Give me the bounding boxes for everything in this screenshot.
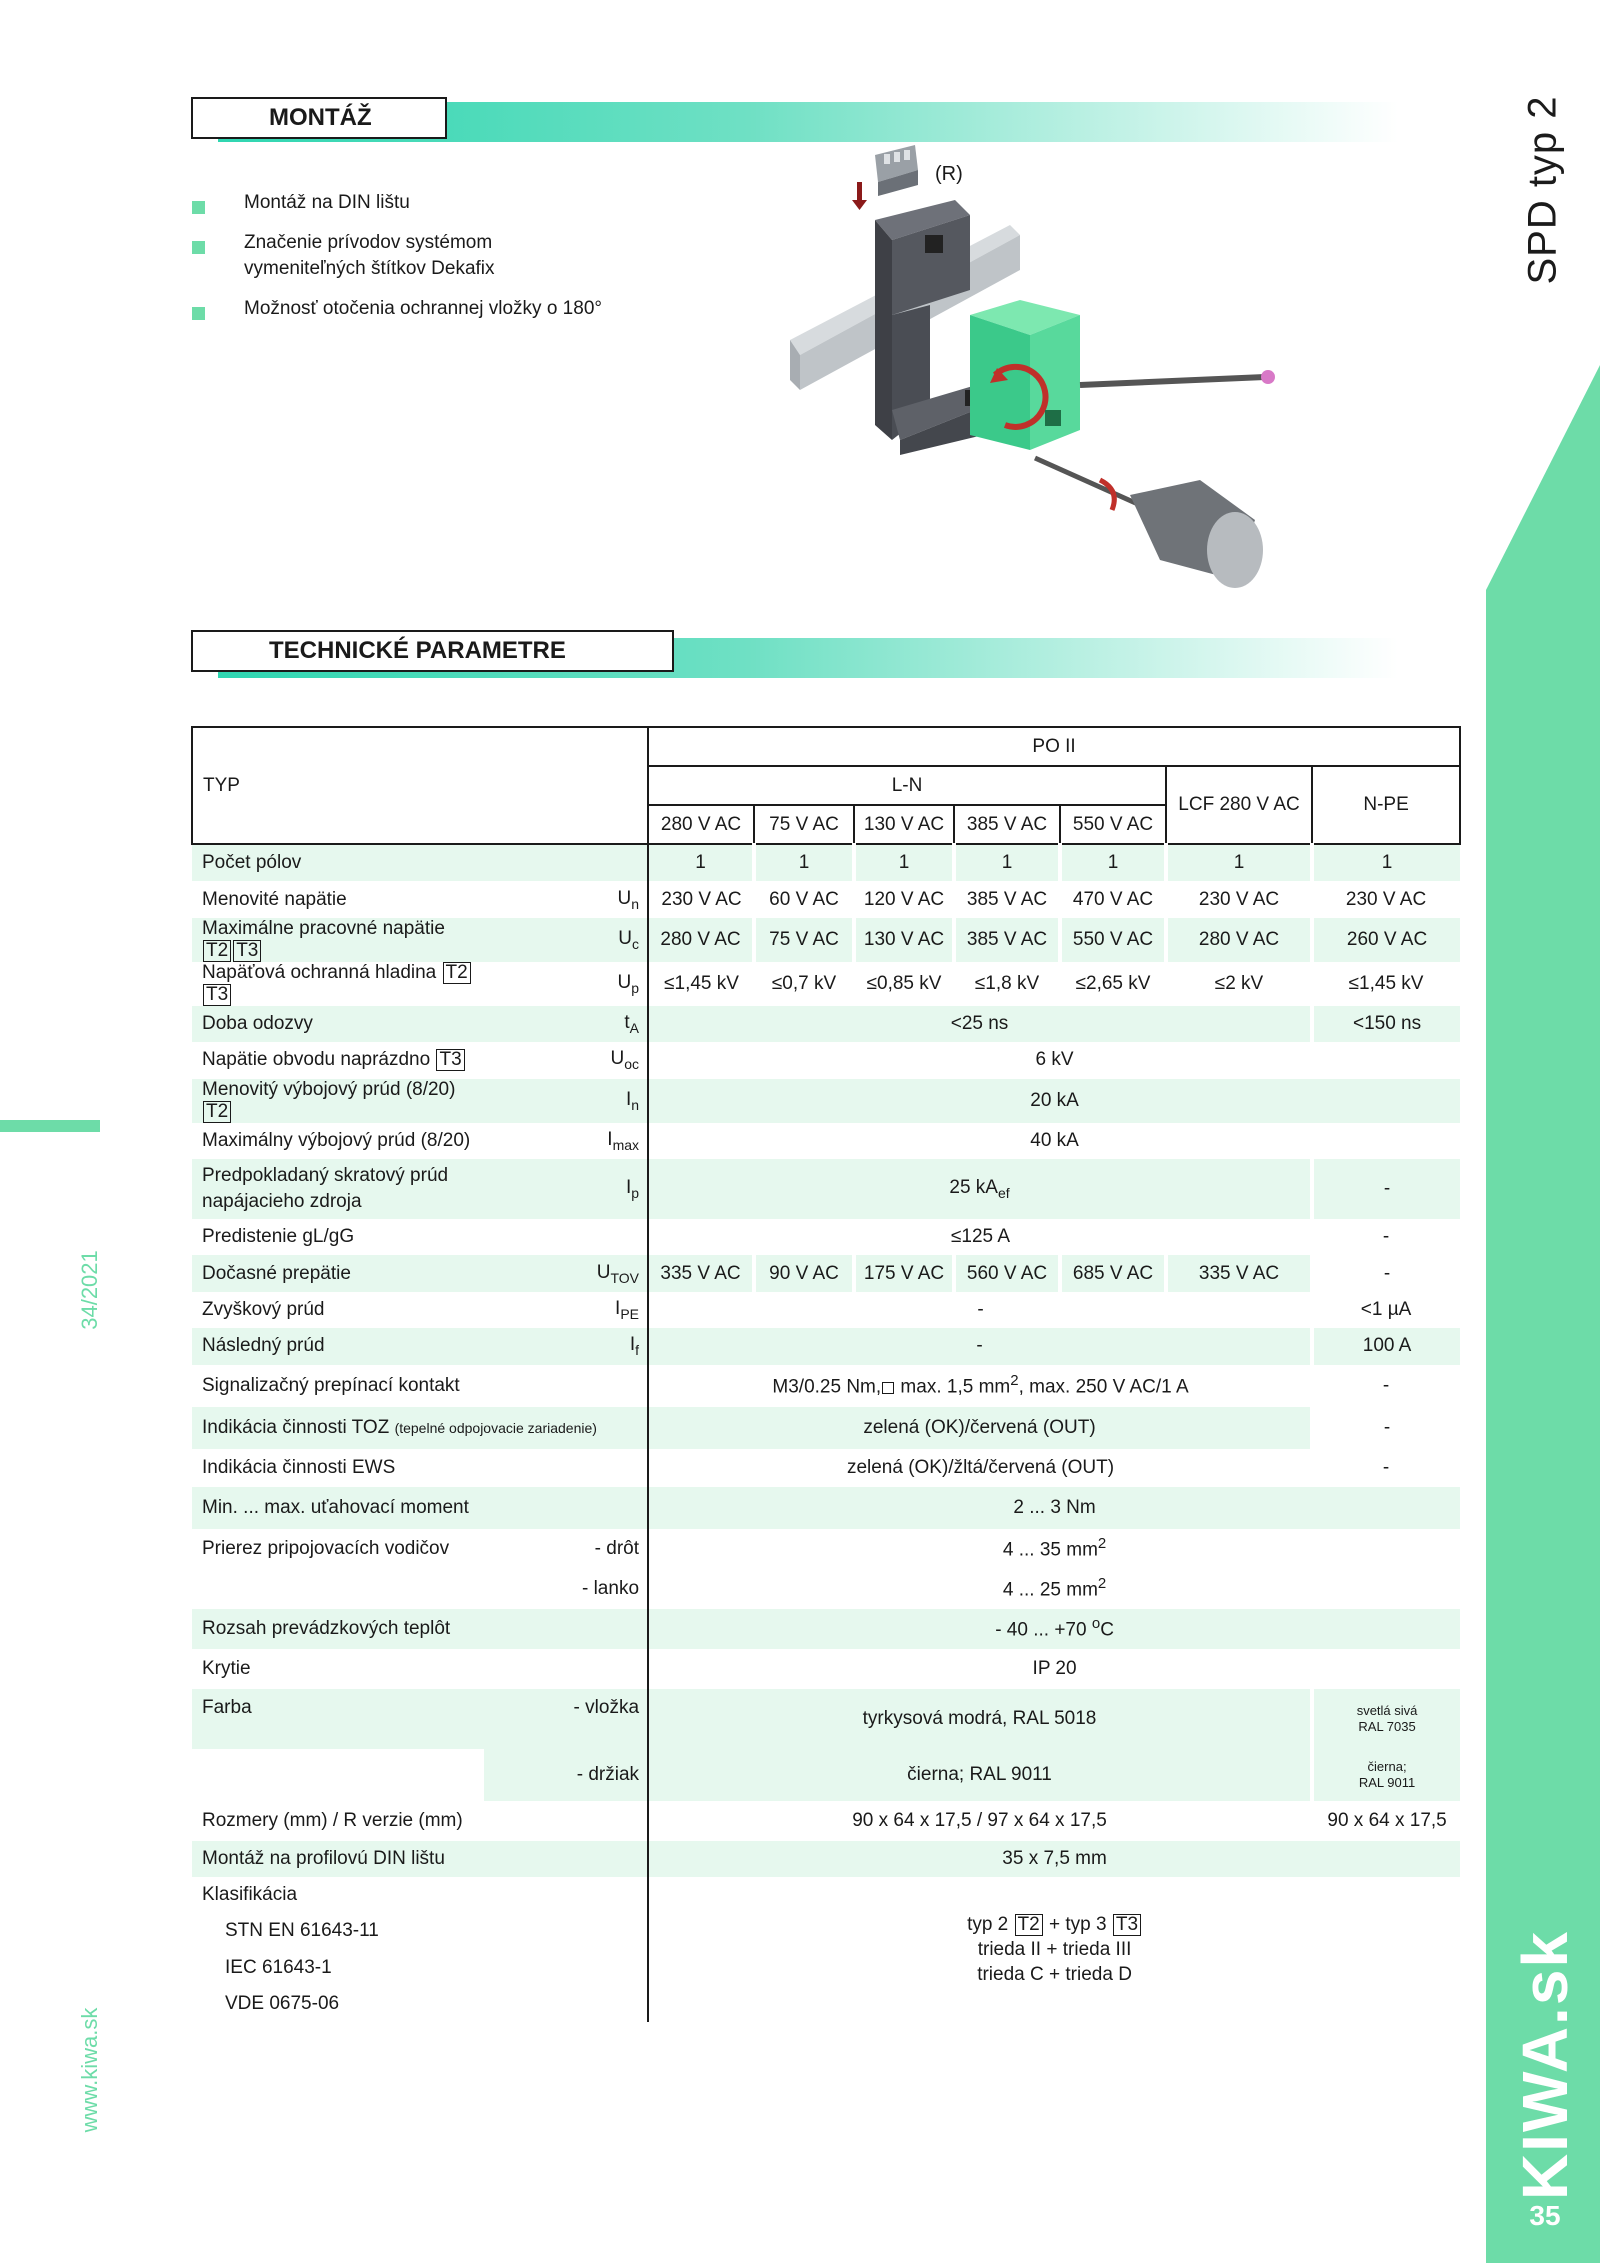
tech-title: TECHNICKÉ PARAMETRE xyxy=(191,630,674,672)
row-label: Počet pólov xyxy=(192,844,648,881)
cell: svetlá sivá RAL 7035 xyxy=(1312,1689,1460,1749)
row-symbol: $U_n$ xyxy=(617,887,640,912)
row-label: Klasifikácia xyxy=(202,1884,298,1906)
cell: 6 kV xyxy=(648,1042,1460,1078)
screwdriver-upper xyxy=(1080,370,1275,385)
table-row xyxy=(192,1689,1460,1749)
r-label: (R) xyxy=(935,163,963,185)
table-row xyxy=(192,1159,1460,1219)
row-symbol: $U_{TOV}$ xyxy=(484,1255,648,1291)
cell: 90 x 64 x 17,5 xyxy=(1312,1801,1460,1841)
col-header: 75 V AC xyxy=(754,805,854,844)
classification-cell: typ 2 T2 + typ 3 T3 trieda II + trieda III trieda C + trieda D xyxy=(648,1877,1460,2023)
row-label: Farba xyxy=(192,1689,484,1749)
cell: 230 V AC xyxy=(1198,888,1280,910)
bullet-dekafix-line2: vymeniteľných štítkov Dekafix xyxy=(244,258,495,279)
cell: 60 V AC xyxy=(769,888,839,910)
cell: 385 V AC xyxy=(954,918,1060,962)
cell: ≤0,85 kV xyxy=(866,972,942,994)
montaz-bullets xyxy=(191,190,691,336)
table-row xyxy=(192,1042,1460,1078)
row-label: Signalizačný prepínací kontakt xyxy=(202,1374,460,1396)
cell: 1 xyxy=(1166,844,1312,881)
cell: 335 V AC xyxy=(648,1255,754,1291)
cell: zelená (OK)/červená (OUT) xyxy=(648,1407,1312,1449)
right-green-band xyxy=(1486,0,1600,2263)
cell: 685 V AC xyxy=(1060,1255,1166,1291)
cell: 175 V AC xyxy=(854,1255,954,1291)
montaz-title: MONTÁŽ xyxy=(191,97,447,139)
cell: <25 ns xyxy=(648,1006,1312,1042)
row-symbol: $I_n$ xyxy=(484,1079,648,1123)
bullet-rotation: Možnosť otočenia ochrannej vložky o 180° xyxy=(191,296,691,322)
cell: 90 x 64 x 17,5 / 97 x 64 x 17,5 xyxy=(648,1801,1312,1841)
table-row xyxy=(192,844,1460,881)
row-label: Menovité napätie xyxy=(202,888,347,910)
cell: 20 kA xyxy=(648,1079,1460,1123)
row-label: Indikácia činnosti TOZ (tepelné odpojovacie zariadenie) xyxy=(192,1407,648,1449)
square-icon xyxy=(882,1382,894,1394)
t2-badge: T2 xyxy=(203,1101,231,1123)
website-label: www.kiwa.sk xyxy=(77,2007,102,2133)
table-row xyxy=(192,918,1460,962)
table-row xyxy=(192,1292,1460,1328)
green-protection-module xyxy=(970,300,1080,450)
row-label: Napätie obvodu naprázdno T3 xyxy=(192,1042,484,1078)
standard-label: VDE 0675-06 xyxy=(225,1993,340,2015)
table-row xyxy=(192,962,1460,1006)
cell: - xyxy=(1382,1456,1390,1478)
cell: 1 xyxy=(1312,844,1460,881)
issue-label: 34/2021 xyxy=(77,1250,102,1330)
col-header: 550 V AC xyxy=(1060,805,1166,844)
cell: - xyxy=(1382,1226,1390,1248)
table-row xyxy=(192,1749,1460,1801)
table-row xyxy=(192,1649,1460,1689)
page-number: 35 xyxy=(1529,2200,1561,2231)
t3-badge: T3 xyxy=(1113,1914,1141,1936)
table-row xyxy=(192,1449,1460,1487)
empty-label xyxy=(192,1569,484,1609)
cell: zelená (OK)/žltá/červená (OUT) xyxy=(648,1449,1312,1487)
table-row xyxy=(192,1569,1460,1609)
cell: 1 xyxy=(648,844,754,881)
bullet-dekafix xyxy=(191,230,691,282)
cell: 75 V AC xyxy=(754,918,854,962)
row-symbol: $t_A$ xyxy=(484,1006,648,1042)
cell: ≤125 A xyxy=(648,1219,1312,1255)
col-header: 130 V AC xyxy=(854,805,954,844)
table-row xyxy=(192,1079,1460,1123)
row-label: Min. ... max. uťahovací moment xyxy=(192,1487,648,1529)
row-label: Predpokladaný skratový prúd napájacieho zdroja xyxy=(192,1159,484,1219)
row-label: Rozsah prevádzkových teplôt xyxy=(192,1609,648,1649)
standard-label: IEC 61643-1 xyxy=(225,1956,332,1978)
cell: 280 V AC xyxy=(648,918,754,962)
row-label: Indikácia činnosti EWS xyxy=(202,1456,396,1478)
row-symbol: $U_p$ xyxy=(617,971,640,996)
cell: čierna; RAL 9011 xyxy=(648,1749,1312,1801)
cell: 1 xyxy=(954,844,1060,881)
row-label: Montáž na profilovú DIN lištu xyxy=(192,1841,648,1877)
table-row xyxy=(192,1529,1460,1569)
table-row xyxy=(192,1877,1460,1913)
cell: 335 V AC xyxy=(1166,1255,1312,1291)
cell: 280 V AC xyxy=(1166,918,1312,962)
cell: 4 ... 35 $mm^2$ xyxy=(648,1529,1460,1569)
row-sublabel: - lanko xyxy=(581,1577,640,1599)
table-row xyxy=(192,1219,1460,1255)
row-label: Následný prúd xyxy=(192,1328,484,1364)
r-module-icon xyxy=(875,145,918,196)
row-symbol: $I_{PE}$ xyxy=(615,1298,640,1322)
row-label: Zvyškový prúd xyxy=(202,1298,325,1320)
row-label: Doba odozvy xyxy=(192,1006,484,1042)
typ-header: TYP xyxy=(192,727,648,844)
cell: 35 x 7,5 mm xyxy=(648,1841,1460,1877)
table-row xyxy=(192,1365,1460,1407)
spec-table xyxy=(191,726,1461,2022)
screwdriver-lower xyxy=(1035,458,1263,588)
cell: ≤1,8 kV xyxy=(974,972,1040,994)
col-header: 385 V AC xyxy=(954,805,1060,844)
t3-badge: T3 xyxy=(436,1049,464,1071)
left-accent-bar xyxy=(0,1120,100,1132)
cell: 1 xyxy=(754,844,854,881)
row-sublabel: - vložka xyxy=(484,1689,648,1749)
cell: <1 µA xyxy=(1360,1298,1412,1320)
row-sublabel: - držiak xyxy=(484,1749,648,1801)
bullet-din: Montáž na DIN lištu xyxy=(191,190,691,216)
cell: M3/0.25 Nm, max. 1,5 $mm^2$, max. 250 V AC/1 A xyxy=(648,1365,1312,1407)
cell: - xyxy=(1382,1374,1390,1396)
row-label: Menovitý výbojový prúd (8/20) T2 xyxy=(192,1079,484,1123)
cell: 560 V AC xyxy=(954,1255,1060,1291)
row-symbol: $I_f$ xyxy=(484,1328,648,1364)
cell: - xyxy=(1312,1159,1460,1219)
npe-header: N-PE xyxy=(1312,766,1460,844)
t2-badge: T2 xyxy=(203,940,231,962)
cell: 40 kA xyxy=(648,1123,1460,1159)
cell: 90 V AC xyxy=(754,1255,854,1291)
row-symbol: $U_{oc}$ xyxy=(610,1048,640,1073)
row-label: Maximálne pracovné napätie T2 T3 xyxy=(192,918,484,962)
cell: ≤0,7 kV xyxy=(771,972,837,994)
cell: 1 xyxy=(854,844,954,881)
cell: - xyxy=(648,1328,1312,1364)
col-header: 280 V AC xyxy=(648,805,754,844)
cell: 230 V AC xyxy=(648,881,754,917)
cell: 100 A xyxy=(1312,1328,1460,1364)
cell: 385 V AC xyxy=(966,888,1048,910)
t3-badge: T3 xyxy=(233,940,261,962)
table-row xyxy=(192,1328,1460,1364)
row-label: Rozmery (mm) / R verzie (mm) xyxy=(202,1809,463,1831)
row-label: Dočasné prepätie xyxy=(192,1255,484,1291)
cell: 230 V AC xyxy=(1345,888,1427,910)
cell: 25 $kA_{ef}$ xyxy=(648,1159,1312,1219)
cell: čierna; RAL 9011 xyxy=(1312,1749,1460,1801)
row-label: Maximálny výbojový prúd (8/20) xyxy=(202,1129,471,1151)
t3-badge: T3 xyxy=(203,984,231,1006)
header-row-1 xyxy=(192,727,1460,766)
cell: <150 ns xyxy=(1312,1006,1460,1042)
kiwa-logo: KIWA.sk xyxy=(1509,1929,1581,2201)
cell: 4 ... 25 $mm^2$ xyxy=(648,1569,1460,1609)
cell: - xyxy=(1312,1407,1460,1449)
lcf-header: LCF 280 V AC xyxy=(1166,766,1312,844)
row-sublabel: - drôt xyxy=(594,1537,640,1559)
cell: ≤1,45 kV xyxy=(648,962,754,1006)
cell: 260 V AC xyxy=(1312,918,1460,962)
cell: tyrkysová modrá, RAL 5018 xyxy=(648,1689,1312,1749)
bullet-dekafix-line1: Značenie prívodov systémom xyxy=(244,232,493,253)
cell: IP 20 xyxy=(648,1649,1460,1689)
row-label: Prierez pripojovacích vodičov xyxy=(202,1537,450,1559)
cell: 470 V AC xyxy=(1072,888,1154,910)
t2-badge: T2 xyxy=(443,962,471,984)
t2-badge: T2 xyxy=(1015,1914,1043,1936)
table-row xyxy=(192,1487,1460,1529)
table-row xyxy=(192,1801,1460,1841)
empty-label xyxy=(192,1749,484,1801)
side-title: SPD typ 2 xyxy=(1520,95,1565,285)
table-row xyxy=(192,1255,1460,1291)
row-symbol: $U_c$ xyxy=(484,918,648,962)
row-symbol: $I_{max}$ xyxy=(607,1128,640,1153)
standard-label: STN EN 61643-11 xyxy=(225,1920,379,1942)
cell: ≤1,45 kV xyxy=(1348,972,1424,994)
row-symbol: $I_p$ xyxy=(484,1159,648,1219)
cell: ≤2 kV xyxy=(1214,972,1264,994)
down-arrow-icon xyxy=(852,182,867,210)
cell: 2 ... 3 Nm xyxy=(648,1487,1460,1529)
group-header: PO II xyxy=(648,727,1460,766)
row-label: Napäťová ochranná hladina T2T3 xyxy=(192,962,484,1006)
table-row xyxy=(192,1006,1460,1042)
cell: 130 V AC xyxy=(854,918,954,962)
cell: ≤2,65 kV xyxy=(1075,972,1151,994)
ln-header: L-N xyxy=(648,766,1166,805)
row-label: Krytie xyxy=(202,1657,251,1679)
cell: 1 xyxy=(1060,844,1166,881)
product-illustration xyxy=(780,140,1300,610)
cell: - xyxy=(1312,1255,1460,1291)
table-row xyxy=(192,1407,1460,1449)
table-row xyxy=(192,1123,1460,1159)
table-row xyxy=(192,1609,1460,1649)
table-row xyxy=(192,1841,1460,1877)
row-label: Predistenie gL/gG xyxy=(202,1226,355,1248)
cell: - 40 ... +70 $^o$C xyxy=(648,1609,1460,1649)
cell: - xyxy=(648,1292,1312,1328)
table-row xyxy=(192,881,1460,917)
cell: 120 V AC xyxy=(863,888,945,910)
cell: 550 V AC xyxy=(1060,918,1166,962)
